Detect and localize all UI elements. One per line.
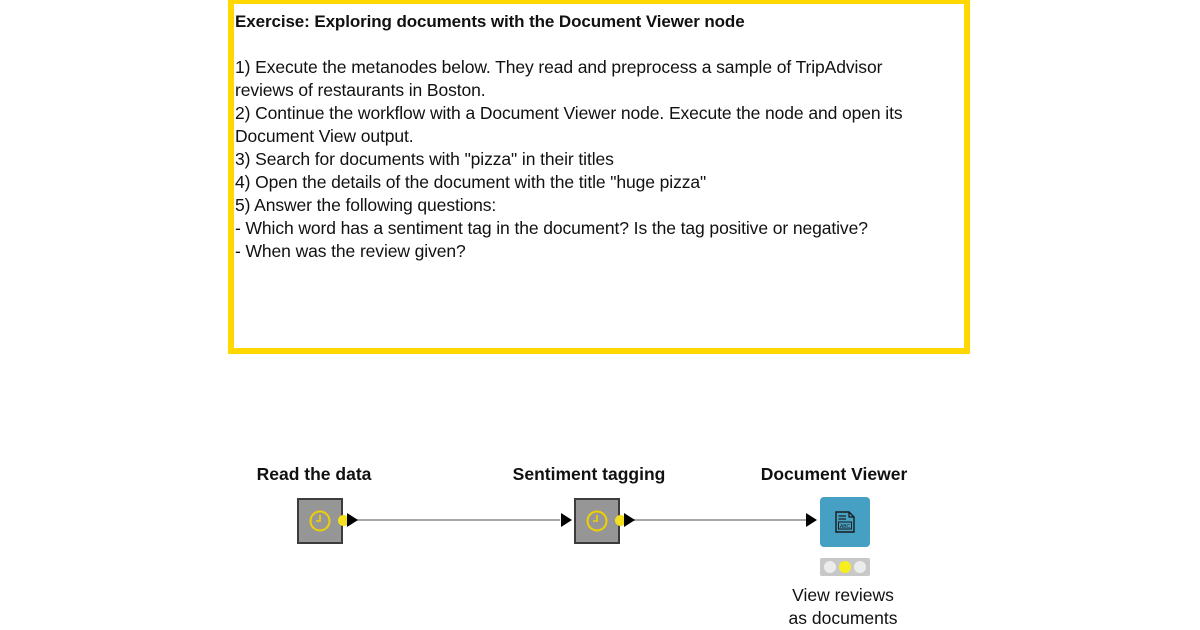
clock-icon — [576, 500, 618, 542]
annotation-line: 5) Answer the following questions: — [235, 195, 497, 215]
connection-read-to-sentiment[interactable] — [354, 519, 560, 521]
annotation-line — [235, 33, 960, 56]
node-label-document-viewer[interactable]: Document Viewer — [760, 464, 908, 484]
node-description-line: View reviews — [792, 585, 894, 605]
node-label-read-data[interactable]: Read the data — [256, 464, 372, 484]
node-label-sentiment-tagging[interactable]: Sentiment tagging — [512, 464, 666, 484]
input-port-arrow-icon[interactable] — [561, 513, 572, 527]
node-description-document-viewer[interactable] — [789, 584, 898, 630]
node-status-traffic-light — [820, 558, 870, 576]
annotation-line: Document View output. — [235, 126, 414, 146]
annotation-line: reviews of restaurants in Boston. — [235, 80, 486, 100]
status-light-green — [854, 561, 866, 573]
annotation-line: 1) Execute the metanodes below. They read and preprocess a sample of TripAdvisor — [235, 57, 883, 77]
node-document-viewer[interactable] — [820, 497, 870, 547]
svg-text:ABC: ABC — [839, 524, 851, 530]
clock-icon — [299, 500, 341, 542]
annotation-line: 3) Search for documents with "pizza" in their titles — [235, 149, 614, 169]
metanode-read-data[interactable] — [297, 498, 343, 544]
status-light-yellow — [839, 561, 851, 573]
output-port-arrow-icon[interactable] — [624, 513, 635, 527]
input-port-arrow-icon[interactable] — [806, 513, 817, 527]
annotation-line: - Which word has a sentiment tag in the document? Is the tag positive or negative? — [235, 218, 868, 238]
document-abc-icon — [820, 497, 870, 547]
annotation-title: Exercise: Exploring documents with the Document Viewer node — [235, 12, 745, 31]
connection-sentiment-to-viewer[interactable] — [632, 519, 808, 521]
annotation-line: 4) Open the details of the document with the title "huge pizza" — [235, 172, 707, 192]
output-port-arrow-icon[interactable] — [347, 513, 358, 527]
status-light-red — [824, 561, 836, 573]
node-description-line: as documents — [788, 608, 898, 628]
workflow-annotation[interactable] — [228, 0, 970, 354]
annotation-line: - When was the review given? — [235, 241, 466, 261]
annotation-line: 2) Continue the workflow with a Document Viewer node. Execute the node and open its — [235, 103, 903, 123]
metanode-sentiment-tagging[interactable] — [574, 498, 620, 544]
